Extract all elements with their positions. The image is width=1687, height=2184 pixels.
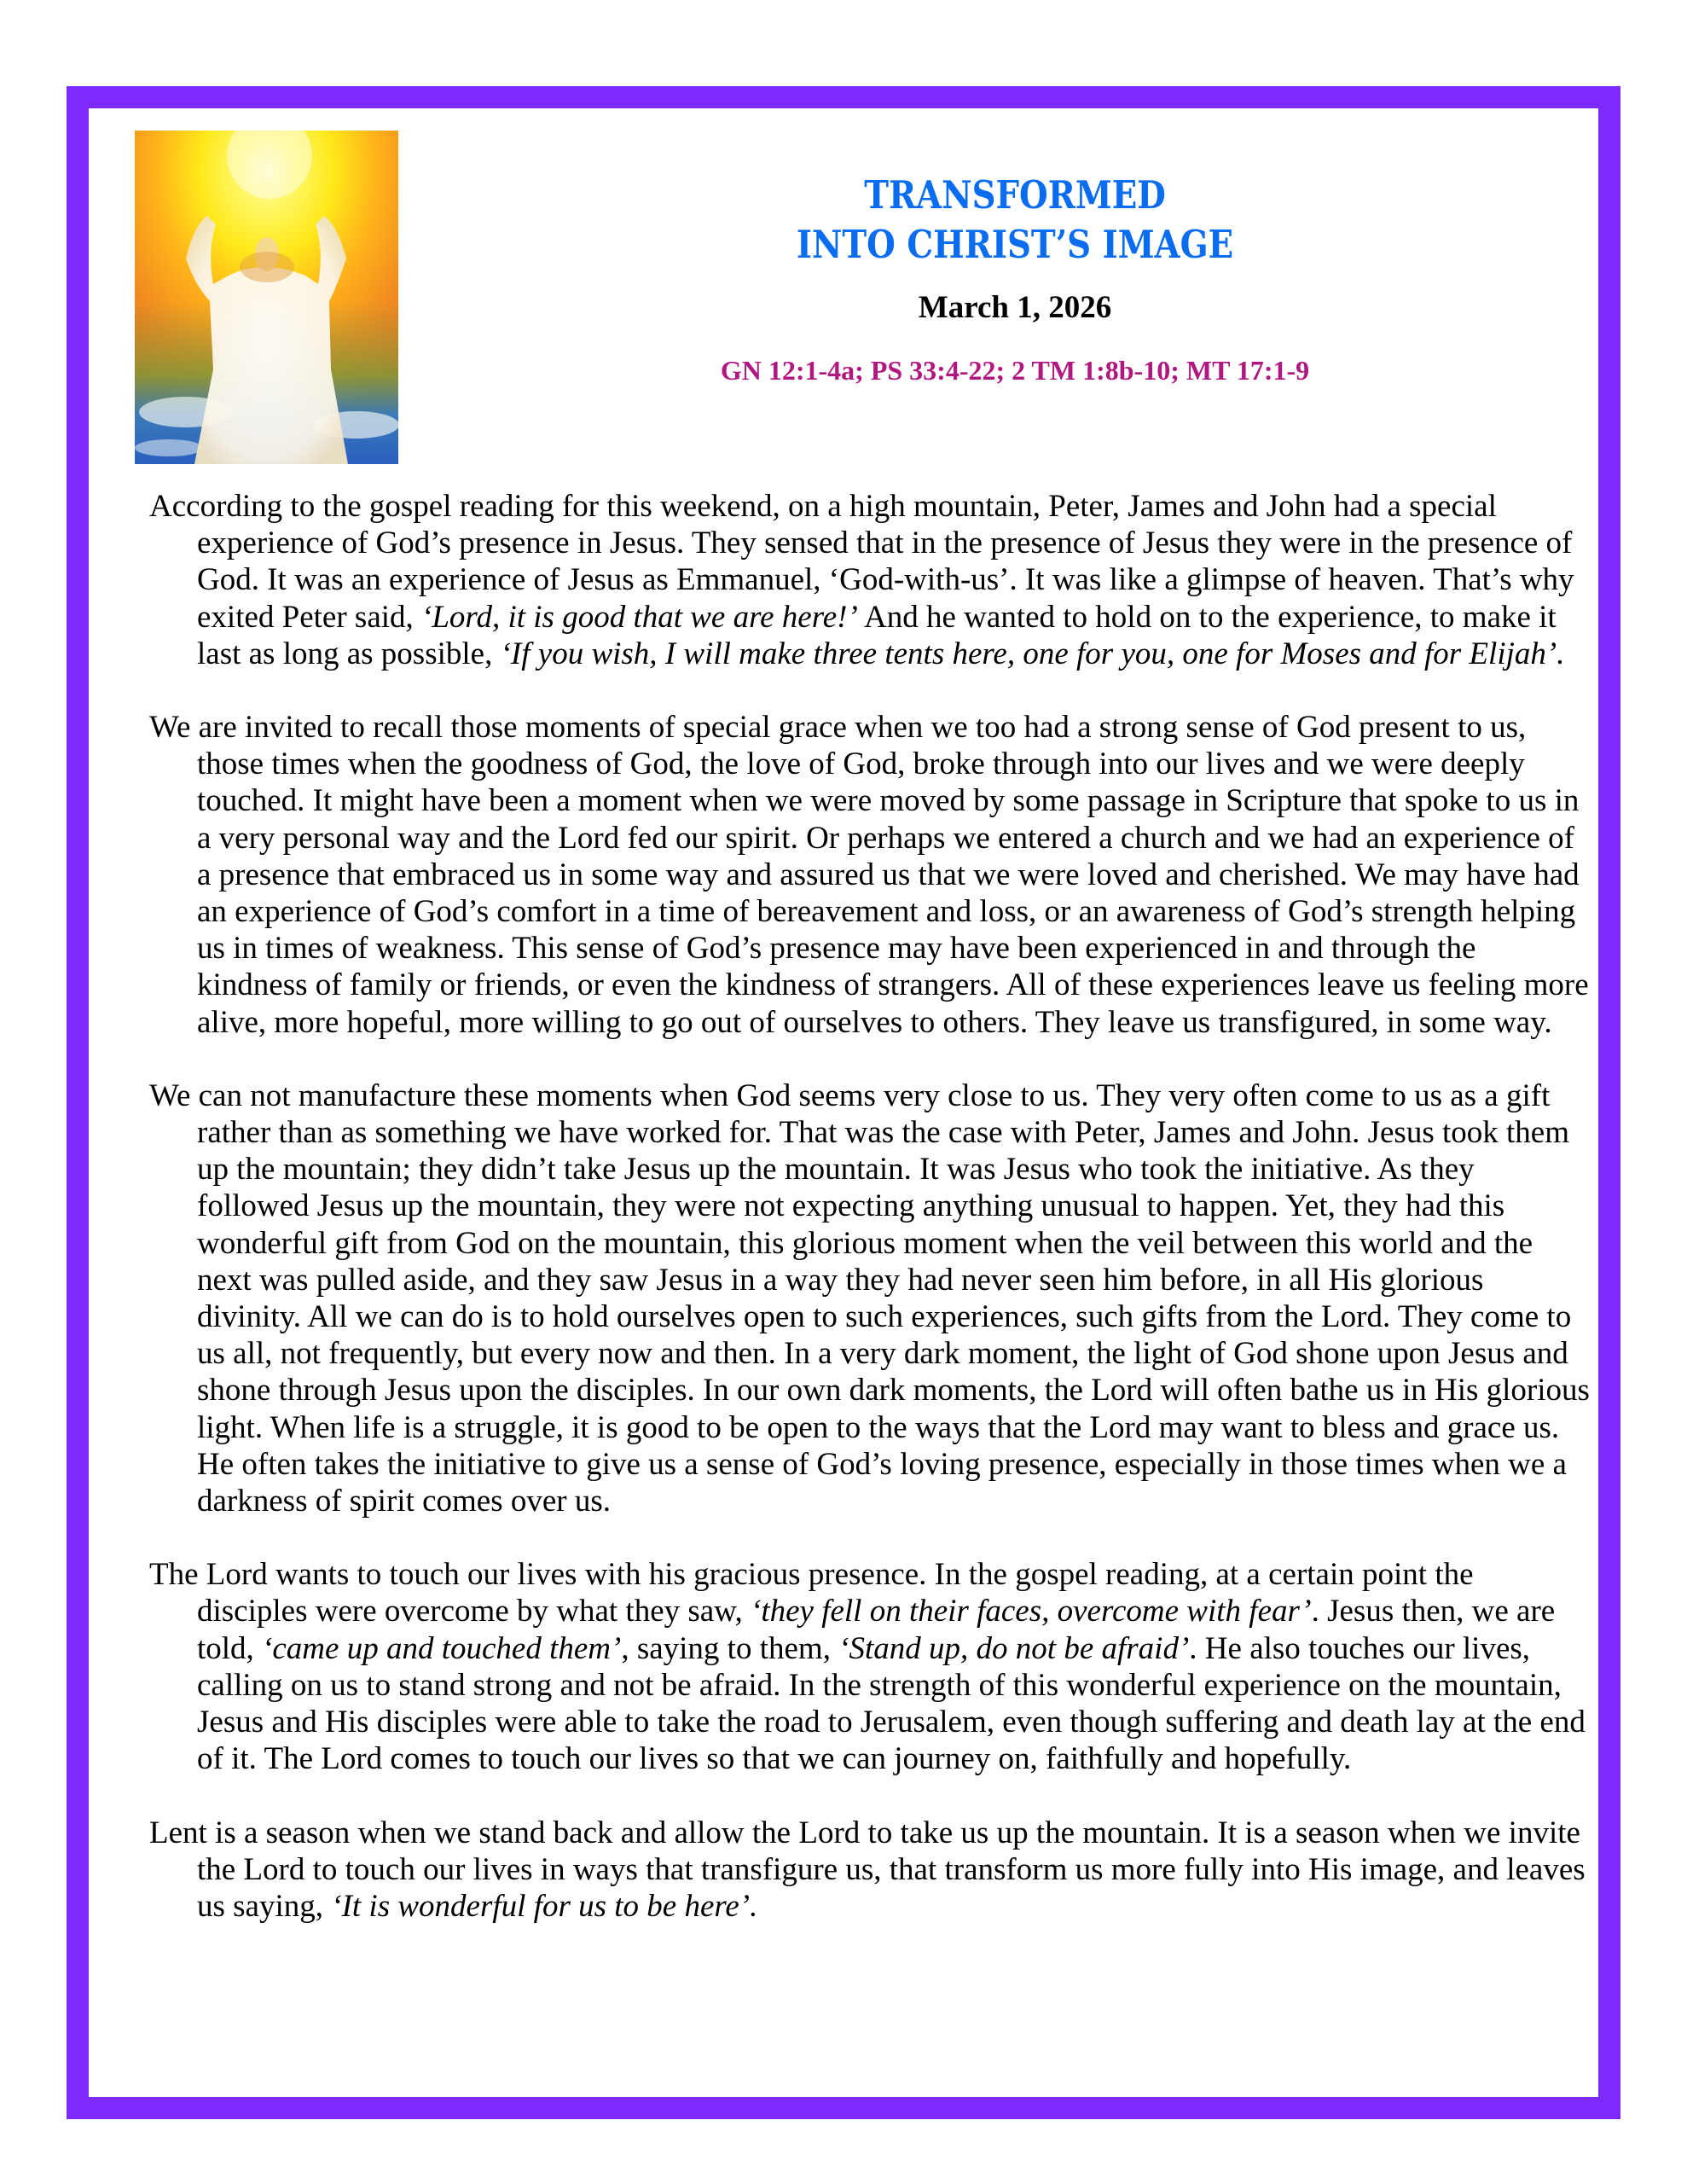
title-line-2: INTO CHRIST’S IMAGE (796, 222, 1234, 267)
paragraph-text: The Lord wants to touch our lives with his gracious presence. In the gospel reading, at a certain point the disciples were overcome by what they saw, (149, 1557, 1474, 1629)
paragraph-text: , saying to them, (621, 1630, 839, 1666)
transfiguration-image (135, 131, 398, 464)
reflection-body (149, 488, 1591, 1961)
paragraph (149, 1815, 1591, 1926)
paragraph-text: . He also touches our lives, calling on us to stand strong and not be afraid. In the strength of this wonderful experience on the mountain, Jesus and His disciples were able to take the road to Jerusalem, even though suffering and death lay at the end of it. The Lord comes to touch our lives so that we can journey on, faithfully and hopefully. (197, 1630, 1586, 1777)
paragraph-text: We are invited to recall those moments of special grace when we too had a strong sense of God present to us, those times when the goodness of God, the love of God, broke through into our lives and we were deeply touched. It might have been a moment when we were moved by some passage in Scripture that spoke to us in a very personal way and the Lord fed our spirit. Or perhaps we entered a church and we had an experience of a presence that embraced us in some way and assured us that we were loved and cherished. We may have had an experience of God’s comfort in a time of bereavement and loss, or an awareness of God’s strength helping us in times of weakness. This sense of God’s presence may have been experienced in and through the kindness of family or friends, or even the kindness of strangers. All of these experiences leave us feeling more alive, more hopeful, more willing to go out of ourselves to others. They leave us transfigured, in some way. (149, 710, 1589, 1040)
header (546, 171, 1484, 387)
paragraph (149, 1077, 1591, 1519)
quoted-text: ‘Lord, it is good that we are here!’ (421, 599, 858, 635)
title-line-1: TRANSFORMED (864, 172, 1166, 218)
scripture-readings: GN 12:1-4a; PS 33:4-22; 2 TM 1:8b-10; MT 17:1-9 (720, 355, 1310, 386)
quoted-text: ‘came up and touched them’ (262, 1630, 622, 1666)
date: March 1, 2026 (918, 290, 1112, 325)
transfiguration-illustration-icon (135, 131, 398, 464)
paragraph-text: Lent is a season when we stand back and allow the Lord to take us up the mountain. It is a season when we invite the Lord to touch our lives in ways that transfigure us, that transform us more fully into His image, and leaves us saying, (149, 1815, 1586, 1924)
paragraph (149, 709, 1591, 1041)
paragraph-text: . Jesus then, we are told, (197, 1594, 1556, 1666)
paragraph (149, 488, 1591, 672)
quoted-text: ‘If you wish, I will make three tents here, one for you, one for Moses and for Elijah’. (500, 636, 1565, 671)
paragraph (149, 1556, 1591, 1777)
paragraph-text: And he wanted to hold on to the experience, to make it last as long as possible, (197, 599, 1557, 671)
paragraph-text: We can not manufacture these moments when God seems very close to us. They very often come to us as a gift rather than as something we have worked for. That was the case with Peter, James and John. Jesus took them up the mountain; they didn’t take Jesus up the mountain. It was Jesus who took the initiative. As they followed Jesus up the mountain, they were not expecting anything unusual to happen. Yet, they had this wonderful gift from God on the mountain, this glorious moment when the veil between this world and the next was pulled aside, and they saw Jesus in a way they had never seen him before, in all His glorious divinity. All we can do is to hold ourselves open to such experiences, such gifts from the Lord. They come to us all, not frequently, but every now and then. In a very dark moment, the light of God shone upon Jesus and shone through Jesus upon the disciples. In our own dark moments, the Lord will often bathe us in His glorious light. When life is a struggle, it is good to be open to the ways that the Lord may want to bless and grace us. He often takes the initiative to give us a sense of God’s loving presence, especially in those times when we a darkness of spirit comes over us. (149, 1077, 1590, 1519)
quoted-text: ‘Stand up, do not be afraid’ (838, 1630, 1190, 1666)
quoted-text: ‘It is wonderful for us to be here’. (331, 1888, 758, 1924)
quoted-text: ‘they fell on their faces, overcome with fear’ (751, 1594, 1312, 1629)
paragraph-text: According to the gospel reading for this weekend, on a high mountain, Peter, James and John had a special experience of God’s presence in Jesus. They sensed that in the presence of Jesus they were in the presence of God. It was an experience of Jesus as Emmanuel, ‘God-with-us’. It was like a glimpse of heaven. That’s why exited Peter said, (149, 489, 1574, 635)
